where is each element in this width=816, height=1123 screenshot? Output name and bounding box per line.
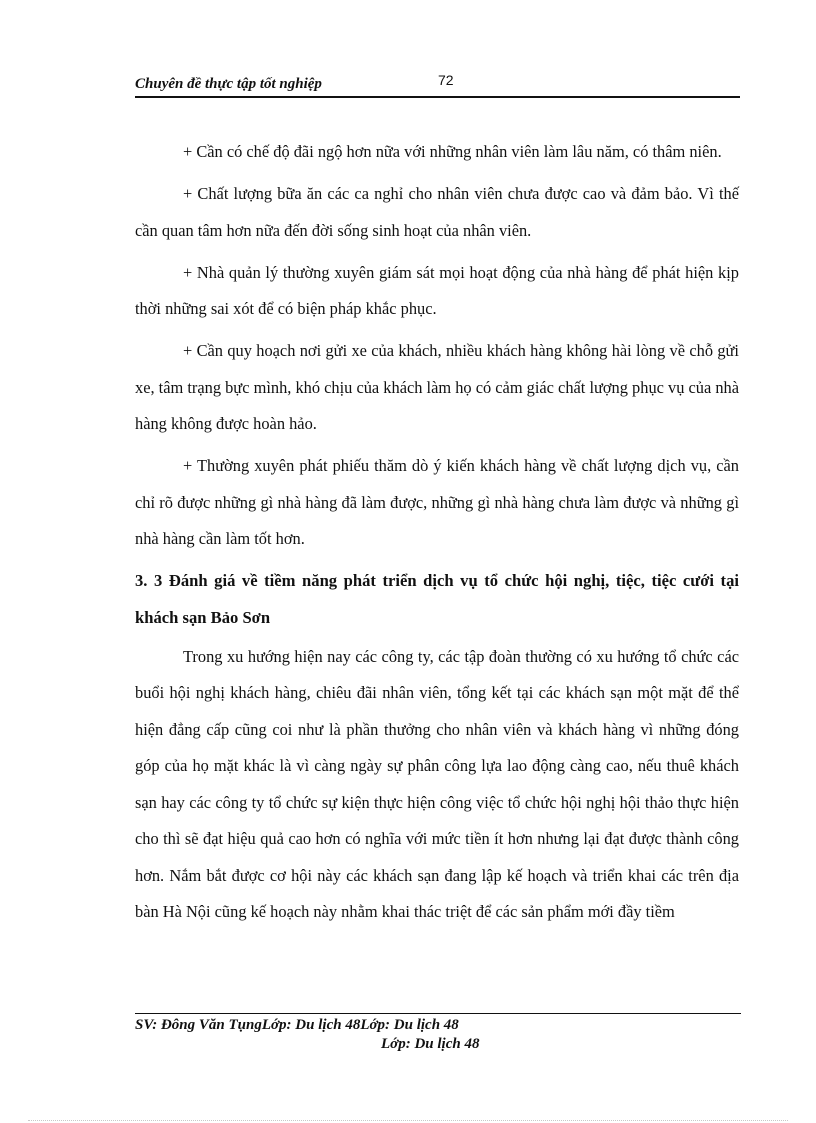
footer-class: Lớp: Du lịch 48 (381, 1036, 480, 1052)
paragraph-parking: + Cần quy hoạch nơi gửi xe của khách, nhiều khách hàng không hài lòng về chỗ gửi xe, tâm trạng bực mình, khó chịu của khách làm họ có cảm giác chất lượng phục vụ của nhà hàng không được hoàn hảo. (135, 341, 740, 433)
footer-author: SV: Đông Văn TụngLớp: Du lịch 48Lớp: Du lịch 48 (135, 1017, 459, 1033)
paragraph-survey: + Thường xuyên phát phiếu thăm dò ý kiến khách hàng về chất lượng dịch vụ, cần chỉ rõ được những gì nhà hàng đã làm được, những gì nhà hàng chưa làm được và những gì nhà hàng cần làm tốt hơn. (135, 456, 739, 548)
page-number: 72 (438, 72, 454, 88)
header-divider (135, 96, 740, 98)
document-body (135, 134, 739, 936)
footer-divider (135, 1013, 741, 1014)
paragraph-supervision: + Nhà quản lý thường xuyên giám sát mọi hoạt động của nhà hàng để phát hiện kịp thời những sai xót để có biện pháp khắc phục. (135, 262, 739, 318)
section-heading: 3. 3 Đánh giá về tiềm năng phát triển dịch vụ tổ chức hội nghị, tiệc, tiệc cưới tại khách sạn Bảo Sơn (135, 571, 739, 627)
paragraph-meals: + Chất lượng bữa ăn các ca nghỉ cho nhân viên chưa được cao và đảm bảo. Vì thế cần quan tâm hơn nữa đến đời sống sinh hoạt của nhân viên. (135, 184, 739, 240)
paragraph-trend: Trong xu hướng hiện nay các công ty, các tập đoàn thường có xu hướng tổ chức các buổi hội nghị khách hàng, chiêu đãi nhân viên, tổng kết tại các khách sạn một mặt để thể hiện đẳng cấp cũng coi như là phần thưởng cho nhân viên và khách hàng vì những đóng góp của họ mặt khác là vì càng ngày sự phân công lựa lao động càng cao, nếu thuê khách sạn hay các công ty tổ chức sự kiện thực hiện công việc tổ chức hội nghị hội thảo thực hiện cho thì sẽ đạt hiệu quả cao hơn có nghĩa với mức tiền ít hơn nhưng lại đạt được thành công hơn. Nắm bắt được cơ hội này các khách sạn đang lập kế hoạch và triển khai các trên địa bàn Hà Nội cũng kế hoạch này nhằm khai thác triệt để các sản phẩm mới đầy tiềm (135, 646, 739, 921)
paragraph-benefits: + Cần có chế độ đãi ngộ hơn nữa với những nhân viên làm lâu năm, có thâm niên. (183, 142, 722, 161)
page-bottom-border (28, 1120, 788, 1121)
header-title: Chuyên đề thực tập tốt nghiệp (135, 76, 322, 92)
